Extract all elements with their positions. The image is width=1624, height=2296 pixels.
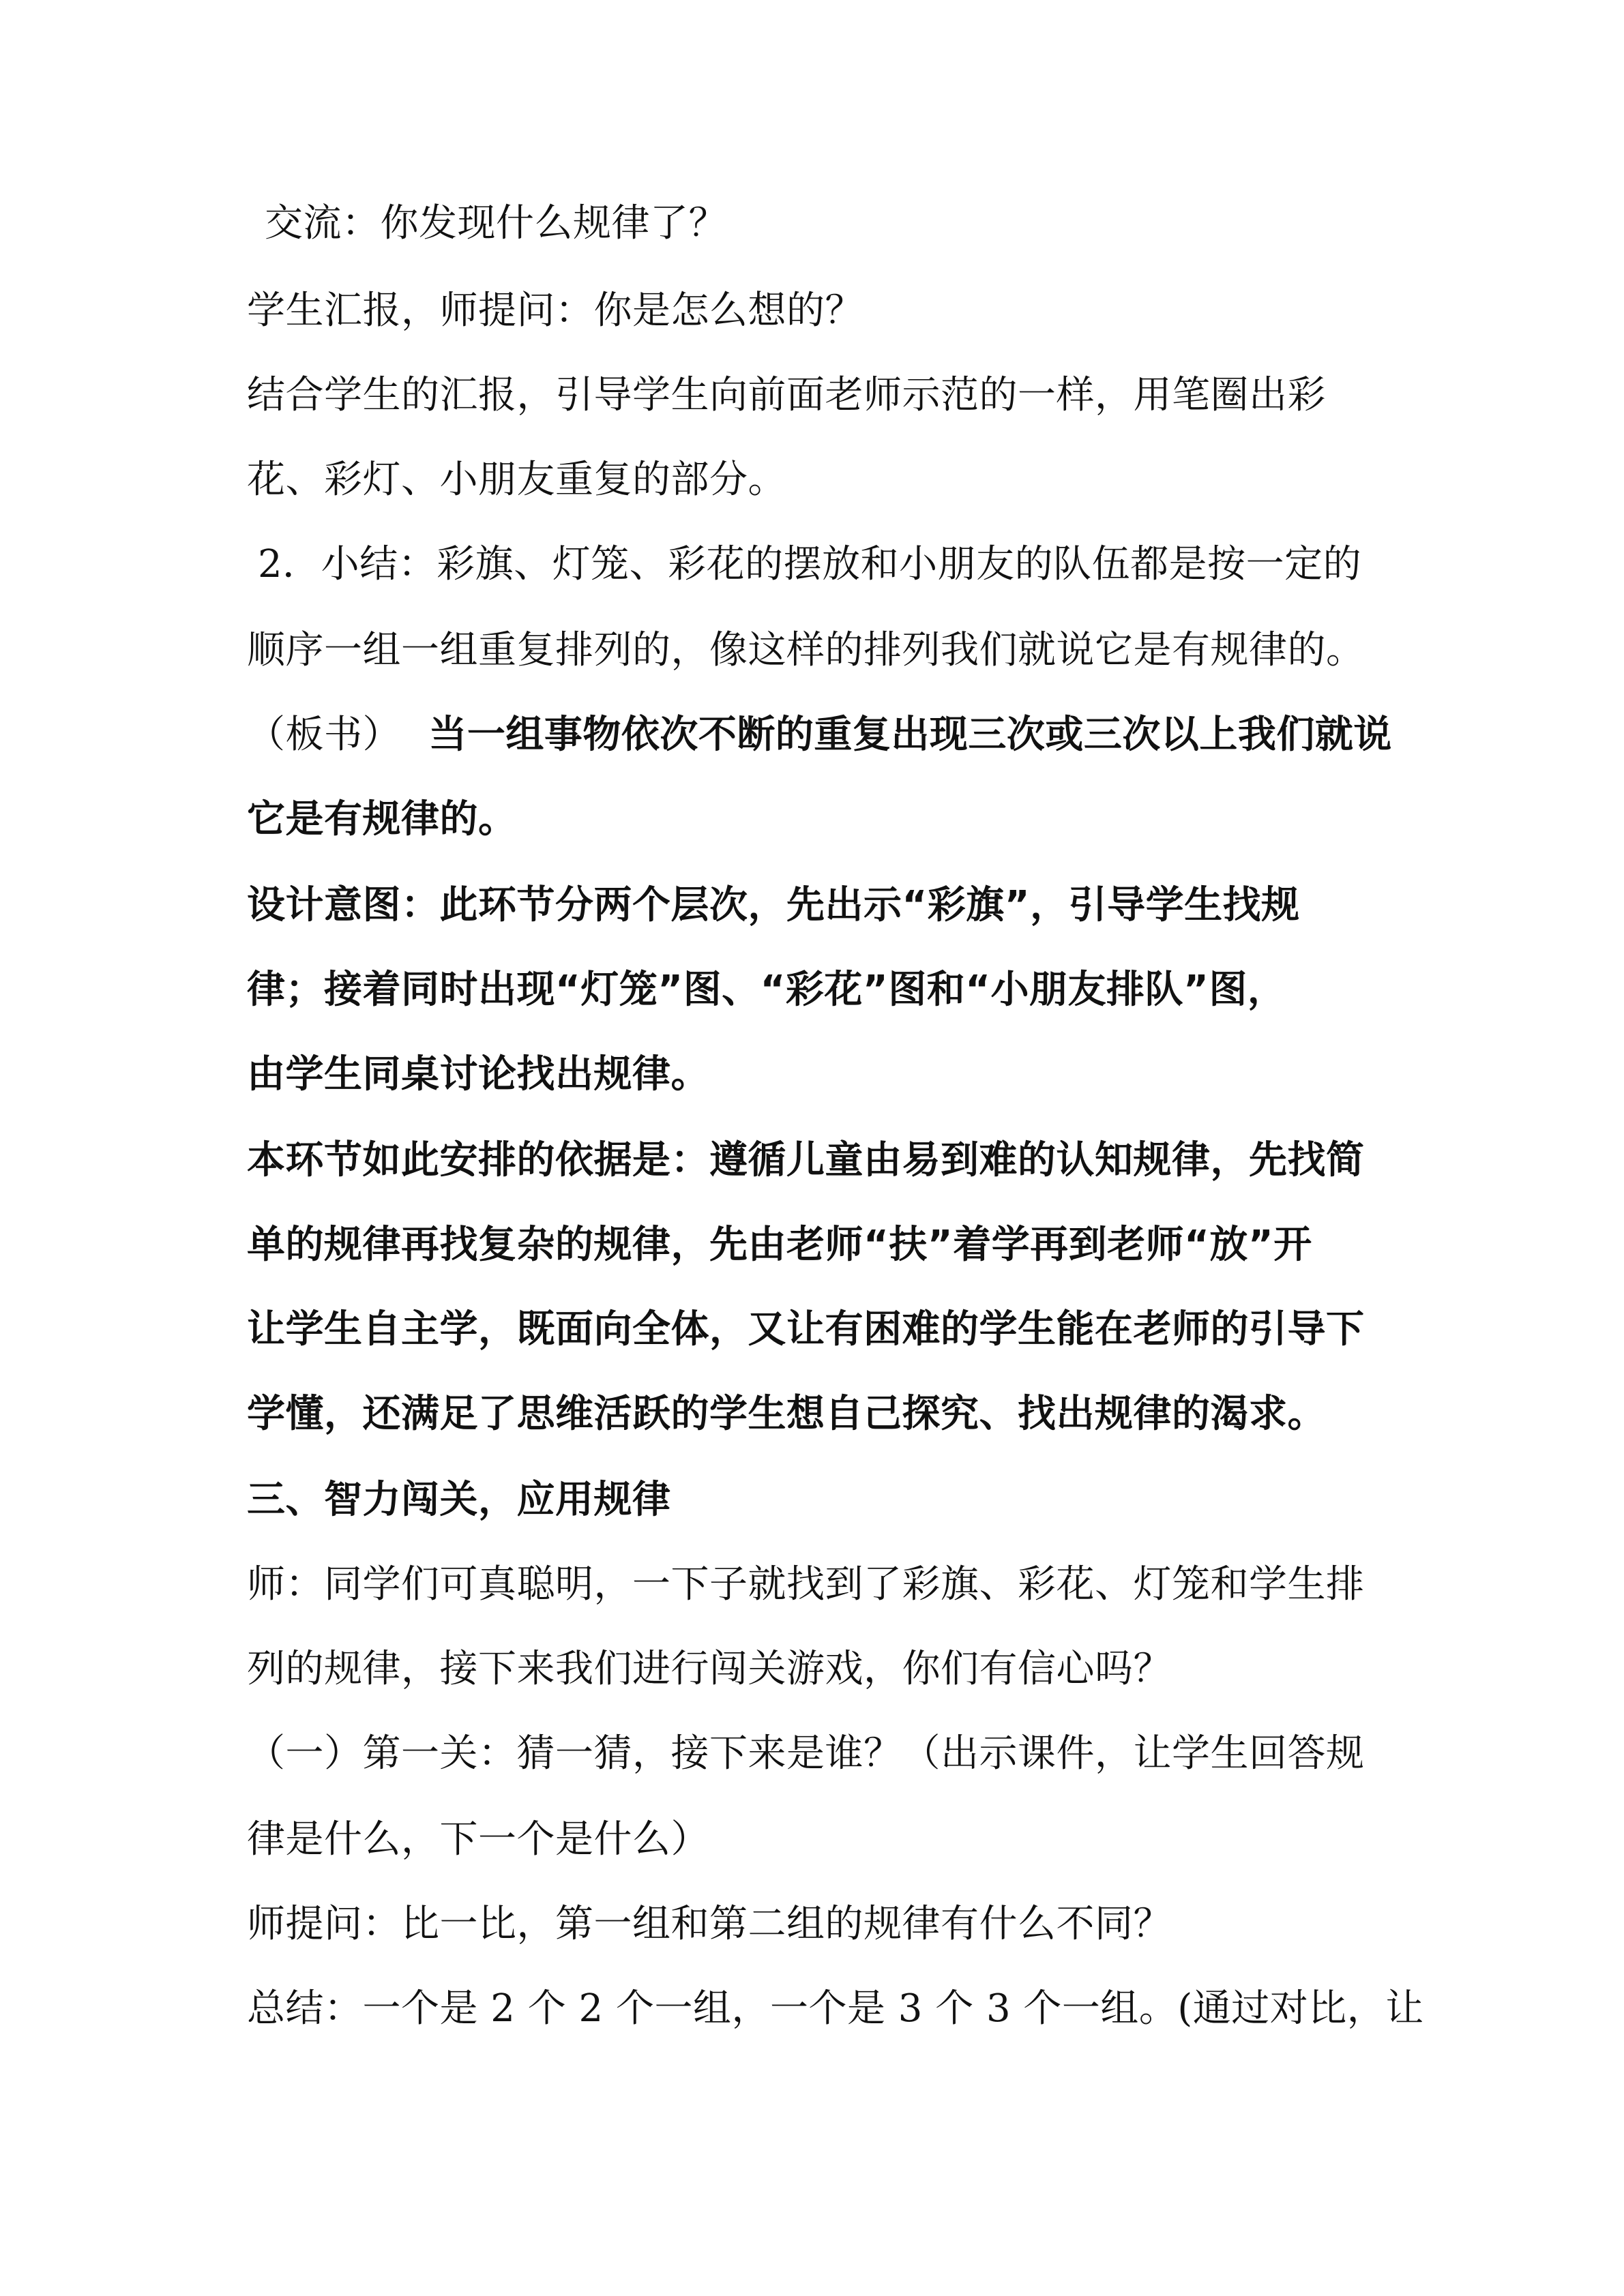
text-line-bold: 由学生同桌讨论找出规律。 xyxy=(247,1052,709,1097)
text-line: 花、彩灯、小朋友重复的部分。 xyxy=(247,458,786,502)
text-line: （一）第一关：猜一猜，接下来是谁？（出示课件，让学生回答规 xyxy=(247,1731,1365,1776)
board-note-bold: 当一组事物依次不断的重复出现三次或三次以上我们就说 xyxy=(428,713,1392,757)
text-line: 顺序一组一组重复排列的，像这样的排列我们就说它是有规律的。 xyxy=(247,628,1365,672)
text-line-bold: 学懂，还满足了思维活跃的学生想自己探究、找出规律的渴求。 xyxy=(247,1392,1326,1436)
text-line: 律是什么，下一个是什么） xyxy=(247,1817,709,1862)
text-line-bold: 本环节如此安排的依据是：遵循儿童由易到难的认知规律，先找简 xyxy=(247,1138,1365,1182)
text-line: 交流：你发现什么规律了？ xyxy=(265,201,727,245)
text-line: 结合学生的汇报，引导学生向前面老师示范的一样，用笔圈出彩 xyxy=(247,373,1326,417)
text-line-bold: 它是有规律的。 xyxy=(247,797,517,841)
text-line: 师提问：比一比，第一组和第二组的规律有什么不同？ xyxy=(247,1902,1172,1946)
text-line-bold: 让学生自主学，既面向全体，又让有困难的学生能在老师的引导下 xyxy=(247,1307,1365,1352)
text-line-bold: 设计意图：此环节分两个层次，先出示“彩旗”，引导学生找规 xyxy=(247,883,1300,927)
section-heading: 三、智力闯关，应用规律 xyxy=(247,1478,671,1522)
text-line-bold: 律；接着同时出现“灯笼”图、“彩花”图和“小朋友排队”图， xyxy=(247,968,1286,1012)
text-line: 师：同学们可真聪明，一下子就找到了彩旗、彩花、灯笼和学生排 xyxy=(247,1562,1365,1607)
board-note-prefix: （板书） xyxy=(247,713,401,757)
text-line-bold: 单的规律再找复杂的规律，先由老师“扶”着学再到老师“放”开 xyxy=(247,1223,1312,1267)
text-line-mixed xyxy=(247,713,1392,757)
text-line: 总结：一个是 2 个 2 个一组，一个是 3 个 3 个一组。(通过对比，让 xyxy=(247,1986,1424,2031)
text-line: 学生汇报，师提问：你是怎么想的？ xyxy=(247,288,863,333)
text-line: 2．小结：彩旗、灯笼、彩花的摆放和小朋友的队伍都是按一定的 xyxy=(258,542,1362,586)
text-line: 列的规律，接下来我们进行闯关游戏，你们有信心吗？ xyxy=(247,1647,1172,1691)
